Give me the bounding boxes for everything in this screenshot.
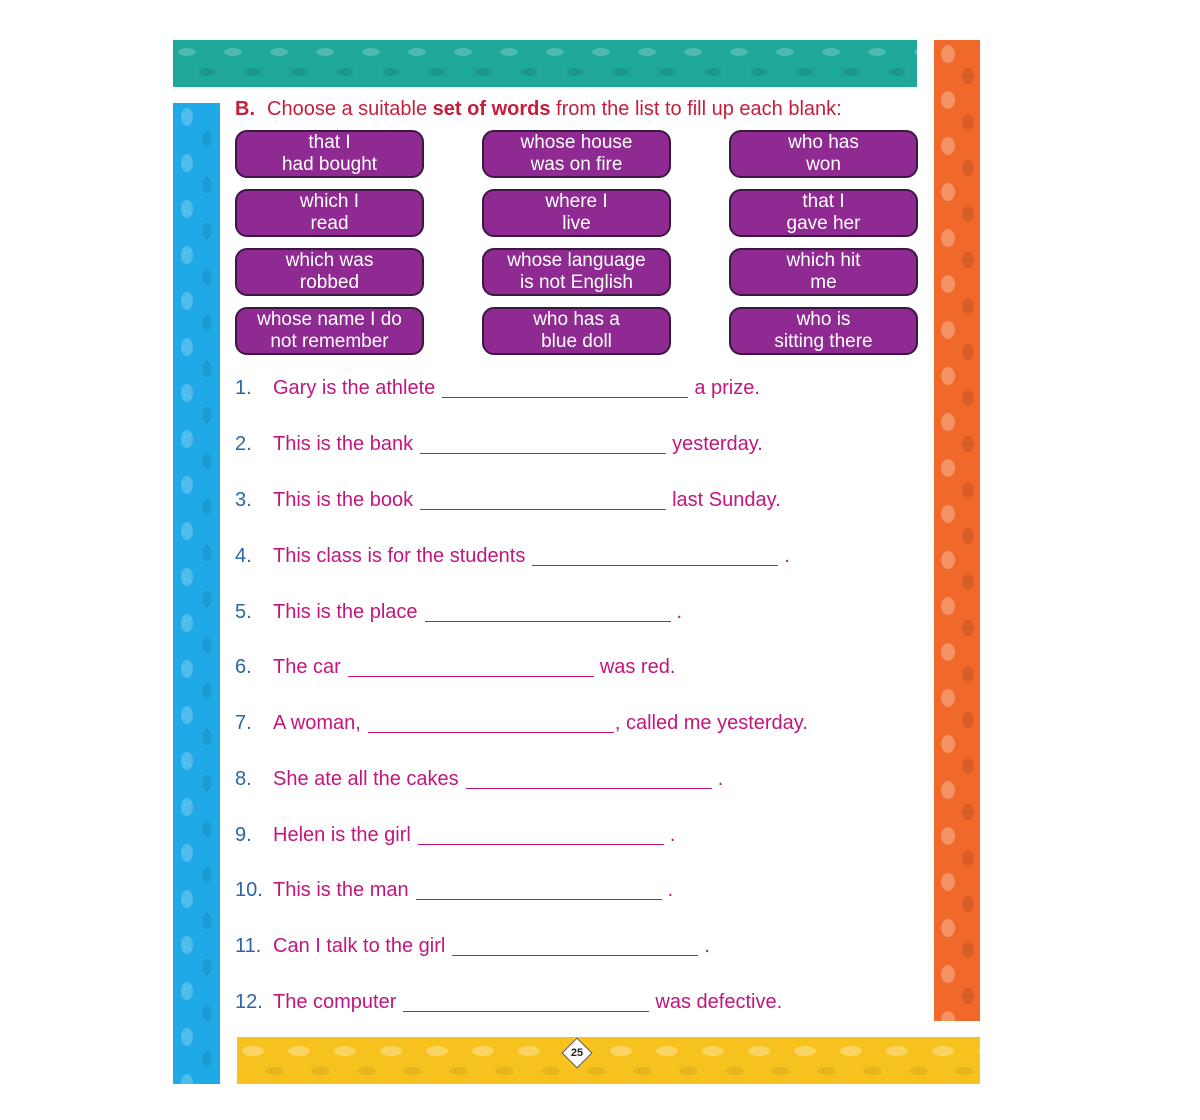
question-number: 8. [235,768,252,790]
chip-line-2: had bought [281,154,378,175]
question-text-after: . [784,545,790,567]
question-number: 10. [235,879,263,901]
question-text-after: yesterday. [672,433,763,455]
question-text-before: This is the place [273,601,418,623]
question-text-before: The car [273,656,341,678]
chip-line-1: who has a [533,309,620,330]
question-number: 6. [235,656,252,678]
question-number: 4. [235,545,252,567]
word-chip[interactable] [729,130,918,178]
chip-line-1: where I [545,191,608,212]
chip-line-2: me [810,272,837,293]
chip-line-1: which hit [786,250,861,271]
chip-line-2: was on fire [530,154,623,175]
chip-line-1: that I [308,132,351,153]
question-6 [235,656,675,679]
word-chip[interactable] [729,307,918,355]
word-chip[interactable] [482,307,671,355]
question-number: 9. [235,824,252,846]
word-chip[interactable] [729,189,918,237]
word-chip[interactable] [482,248,671,296]
question-number: 11. [235,935,262,957]
question-text-after: . [669,824,676,846]
question-text-before: This is the bank [273,433,414,455]
answer-blank[interactable] [420,452,666,454]
section-letter: B. [235,98,255,120]
question-text-before: The computer [273,991,397,1013]
question-3 [235,489,781,512]
word-chip[interactable] [235,307,424,355]
question-text-after: . [676,601,683,623]
question-text-after: . [704,935,710,957]
answer-blank[interactable] [466,787,712,789]
bottom-decorative-band [237,1037,980,1084]
chip-line-1: who is [796,309,851,330]
chip-line-1: which was [285,250,374,271]
question-number: 12. [235,991,263,1013]
question-text-before: This class is for the students [273,545,526,567]
question-number: 2. [235,433,252,455]
word-chip[interactable] [729,248,918,296]
question-text-after: was red. [599,656,676,678]
word-bank [235,130,918,355]
answer-blank[interactable] [418,843,664,845]
chip-line-2: read [310,213,349,234]
instruction-emphasis: set of words [432,98,551,120]
chip-line-1: whose language [507,250,646,271]
question-number: 1. [235,377,252,399]
question-text-after: was defective. [655,991,783,1013]
question-text-before: Gary is the athlete [273,377,436,399]
question-text-after: . [667,879,674,901]
word-chip[interactable] [235,189,424,237]
question-text-before: Helen is the girl [273,824,411,846]
answer-blank[interactable] [532,564,778,566]
chip-line-2: sitting there [774,331,873,352]
answer-blank[interactable] [416,898,662,900]
answer-blank[interactable] [420,508,666,510]
question-text-before: This is the book [273,489,414,511]
question-4 [235,545,790,568]
question-9 [235,824,675,847]
chip-line-2: not remember [270,331,389,352]
chip-line-1: which I [299,191,360,212]
question-number: 7. [235,712,252,734]
question-8 [235,768,723,791]
word-chip[interactable] [235,130,424,178]
answer-blank[interactable] [348,675,594,677]
exercise-instruction [235,98,842,121]
answer-blank[interactable] [442,396,688,398]
word-chip[interactable] [482,130,671,178]
question-10 [235,879,673,902]
page-number: 25 [570,1047,584,1059]
question-text-before: This is the man [273,879,409,901]
question-number: 3. [235,489,252,511]
question-text-after: a prize. [694,377,760,399]
answer-blank[interactable] [452,954,698,956]
answer-blank[interactable] [425,620,671,622]
word-chip[interactable] [482,189,671,237]
chip-line-2: gave her [786,213,861,234]
question-text-before: Can I talk to the girl [273,935,446,957]
chip-line-2: won [806,154,841,175]
word-chip[interactable] [235,248,424,296]
question-2 [235,433,763,456]
right-decorative-band [934,40,980,1021]
answer-blank[interactable] [368,731,614,733]
question-5 [235,601,682,624]
chip-line-2: live [562,213,591,234]
question-text-after: . [717,768,724,790]
chip-line-1: that I [802,191,845,212]
question-number: 5. [235,601,252,623]
left-decorative-band [173,103,220,1084]
chip-line-2: robbed [299,272,360,293]
question-text-after: , called me yesterday. [614,712,808,734]
question-text-after: last Sunday. [672,489,781,511]
top-decorative-band [173,40,917,87]
instruction-text-start: Choose a suitable [267,98,433,120]
chip-line-2: is not English [519,272,633,293]
question-1 [235,377,760,400]
question-text-before: A woman, [273,712,361,734]
answer-blank[interactable] [403,1010,649,1012]
chip-line-1: who has [788,132,859,153]
chip-line-1: whose house [520,132,633,153]
question-7 [235,712,808,735]
instruction-text-end: from the list to fill up each blank: [550,98,842,120]
question-text-before: She ate all the cakes [273,768,459,790]
question-12 [235,991,782,1014]
chip-line-2: blue doll [541,331,612,352]
chip-line-1: whose name I do [257,309,402,330]
question-11 [235,935,710,958]
